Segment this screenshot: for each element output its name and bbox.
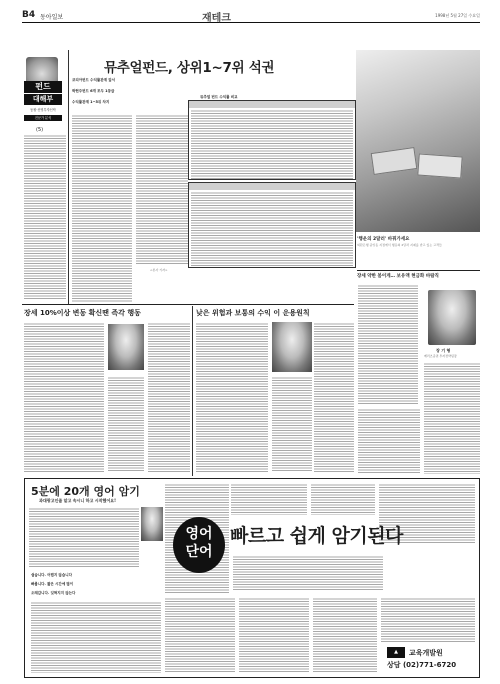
main-article-text-2	[136, 114, 188, 264]
feature-tag-1: 펀드	[24, 81, 62, 93]
table-title: 뮤추얼 펀드 수익률 비교	[200, 95, 238, 99]
mid-article-1-photo	[108, 324, 144, 370]
column-divider	[68, 50, 69, 305]
byline: <본사 기자>	[150, 268, 168, 272]
mid-article-2-photo	[272, 322, 312, 372]
table-rows	[191, 109, 353, 179]
ad-bullet-3: 오래갑니다. 잊혀지지 않는다	[31, 591, 76, 595]
feature-number: (5)	[36, 127, 44, 133]
columnist-photo	[428, 290, 476, 345]
table-2-rows	[191, 191, 353, 267]
table-header-row	[189, 101, 355, 108]
ad-box	[24, 478, 480, 678]
mid-article-1-title: 장세 10%이상 변동 확신땐 즉각 행동	[24, 309, 141, 317]
ad-company	[387, 647, 473, 671]
ad-bullets	[31, 571, 161, 598]
photo-caption-title: '행운의 2달러' 바꿔가세요	[357, 237, 410, 242]
photo-caption: 외환은행 중앙동 지점에서 행운의 2달러 지폐를 받고 있는 고객들	[357, 243, 442, 247]
ad-bottom-text-4	[313, 597, 377, 673]
newspaper-name: 동아일보	[40, 14, 64, 21]
ad-badge	[173, 517, 225, 573]
page-number: B4	[22, 10, 36, 20]
main-subheads	[72, 78, 134, 105]
ad-body-text	[233, 555, 383, 591]
feature-tag-2: 대해부	[24, 94, 62, 105]
ad-headline: 5분에 20개 영어 암기	[31, 485, 140, 498]
right-article-text-2	[424, 362, 480, 474]
mid-article-2-title: 낮은 위험과 보통의 수익 이 운용원칙	[196, 309, 310, 317]
main-headline: 뮤추얼펀드, 상위1~7위 석권	[104, 60, 275, 76]
right-article-title: 장세 약한 봄이게… 보유액 현금화 바람직	[357, 274, 439, 279]
mid-article-2-text-c	[272, 376, 312, 472]
ad-bottom-text	[31, 601, 161, 673]
mid-article-1-text-b	[148, 322, 190, 472]
fund-table	[188, 100, 356, 180]
ad-text-column-3	[311, 483, 375, 515]
right-article-text-1	[358, 284, 418, 404]
ad-bottom-text-2	[165, 597, 235, 673]
banknote-2	[417, 153, 462, 178]
ad-testimonial-text	[29, 507, 139, 567]
left-column-text	[24, 134, 66, 299]
feature-logo	[24, 57, 62, 127]
subhead-3: 수익률관계 1~5위 차지	[72, 100, 110, 104]
mid-rule	[22, 304, 354, 305]
ad-bottom-text-3	[239, 597, 309, 673]
subhead-1: 코리아펀드 수익률관계 앞서	[72, 78, 116, 82]
table-2-header-row	[189, 183, 355, 190]
ad-badge-line-2: 단어	[185, 544, 213, 560]
columnist-name: 장 기 형	[436, 348, 451, 353]
columnist-title: 메리츠증권 투자전략팀장	[424, 354, 457, 358]
ad-company-logo: ▲	[387, 647, 405, 658]
ad-phone: 상담 (02)771-6720	[387, 661, 457, 669]
mid-article-1-text-c	[108, 376, 144, 472]
fund-table-2	[188, 182, 356, 268]
ad-text-column-2	[231, 483, 307, 515]
ad-subheadline: 과대광고인줄 알고 속시니 하고 시작했어요!	[39, 498, 116, 503]
right-article-text-3	[358, 408, 420, 474]
mid-article-2-text-b	[314, 322, 354, 472]
ad-bullet-1: 쉽습니다. 어렵지 않습니다	[31, 573, 72, 577]
ad-bottom-text-5	[381, 597, 475, 643]
right-article-rule	[357, 270, 480, 271]
issue-date: 1998년 5월 27일 수요일	[435, 13, 480, 18]
ad-photo	[141, 507, 163, 541]
subhead-2: 박현주펀드 6개 모두 1등급	[72, 89, 115, 93]
mid-divider	[192, 306, 193, 476]
ad-badge-line-1: 영어	[185, 526, 213, 542]
mid-article-1-text-a	[24, 322, 104, 472]
money-photo	[356, 50, 480, 232]
ad-slogan: 빠르고 쉽게 암기된다	[230, 525, 403, 547]
ad-company-name: 교육개발원	[409, 649, 443, 657]
ad-bullet-2: 빠릅니다. 짧은 시간에 많이	[31, 582, 74, 586]
main-article-text-1	[72, 114, 132, 302]
feature-tag-sub: 동원·신영투자신탁	[30, 108, 56, 112]
section-title: 재테크	[202, 13, 231, 24]
mid-article-2-text-a	[196, 322, 268, 472]
feature-tag-foot: 전문가 분석	[24, 115, 62, 121]
page-header	[22, 9, 480, 23]
